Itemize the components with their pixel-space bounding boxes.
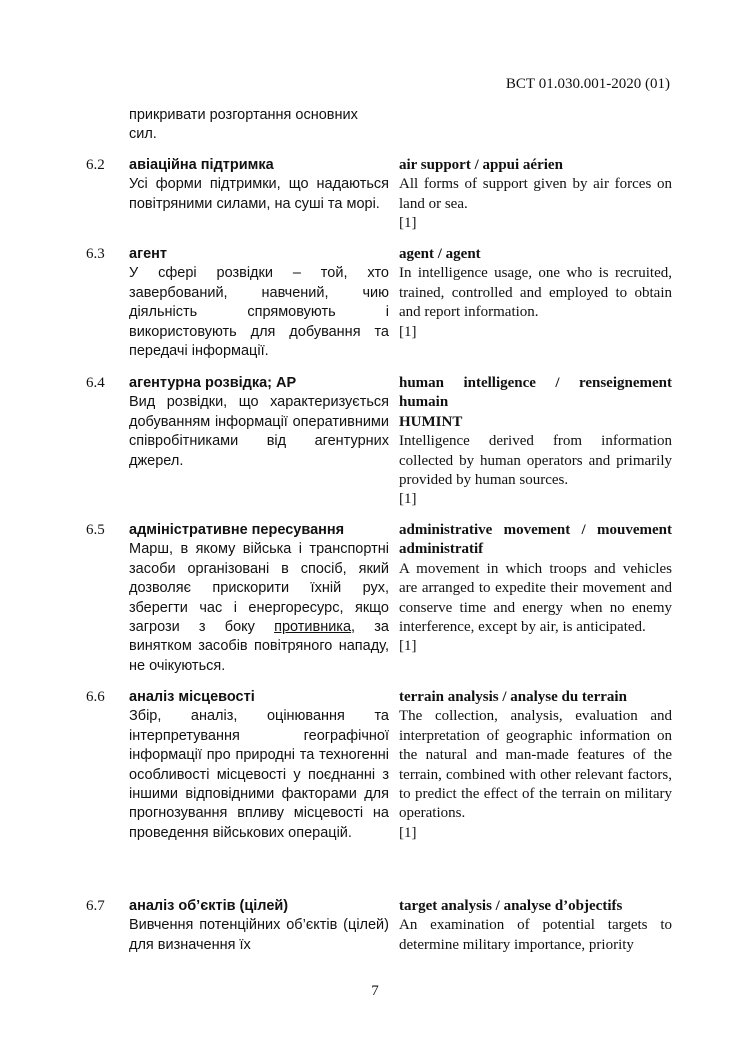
continued-line: сил. <box>129 126 157 143</box>
en-definition: In intelligence usage, one who is recruited, trained, controlled and employed to obtain and report information. <box>399 265 672 321</box>
en-column <box>399 156 672 234</box>
en-column <box>399 897 672 955</box>
ua-term: адміністративне пересування <box>129 522 345 538</box>
entry-number: 6.7 <box>86 898 105 914</box>
en-term: target analysis / analyse d’objectifs <box>399 898 623 914</box>
en-column <box>399 374 672 510</box>
ua-definition: Збір, аналіз, оцінювання та інтерпретування географічної інформації про природні та техногенні особливості місцевості у поєднанні з іншими відповідними факторами для прогнозування впливу місцевості на проведення військових операцій. <box>129 708 389 841</box>
ua-definition: Вид розвідки, що характеризується добуванням інформації оперативними співробітниками від агентурних джерел. <box>129 394 389 469</box>
reference: [1] <box>399 491 417 508</box>
en-term: human intelligence / renseignement humain <box>399 375 672 411</box>
continued-line: прикривати розгортання основних <box>129 107 358 123</box>
ua-definition-part: Марш, в якому війська і транспортні засоби організовані в спосіб, який дозволяє прискорити їхній рух, зберегти час і енергоресурс, якщо загрози з боку <box>129 541 389 636</box>
ua-definition: Вивчення потенційних об’єктів (цілей) для визначення їх <box>129 917 389 953</box>
ua-definition <box>129 540 389 676</box>
reference: [1] <box>399 215 417 232</box>
reference: [1] <box>399 638 417 655</box>
ua-term: авіаційна підтримка <box>129 157 274 173</box>
ua-column <box>129 688 389 843</box>
reference: [1] <box>399 824 417 841</box>
en-column <box>399 245 672 342</box>
en-definition: All forms of support given by air forces on land or sea. <box>399 176 672 212</box>
entry-number: 6.3 <box>86 246 105 262</box>
ua-definition: Усі форми підтримки, що надаються повітряними силами, на суші та морі. <box>129 176 389 212</box>
en-term: air support / appui aérien <box>399 157 563 173</box>
ua-column <box>129 245 389 361</box>
ua-column <box>129 374 389 471</box>
ua-definition-part: , за винятком засобів повітряного нападу, не очікуються. <box>129 619 389 674</box>
entry-number: 6.4 <box>86 375 105 391</box>
entry-number: 6.2 <box>86 157 105 173</box>
entry-number: 6.5 <box>86 522 105 538</box>
ua-term: агентурна розвідка; АР <box>129 375 297 391</box>
en-column <box>399 521 672 657</box>
en-definition: A movement in which troops and vehicles are arranged to expedite their movement and conserve time and energy when no enemy interference, except by air, is anticipated. <box>399 560 672 636</box>
ua-column <box>129 156 389 214</box>
page-number: 7 <box>371 983 379 999</box>
ua-term: аналіз місцевості <box>129 689 255 705</box>
en-term: terrain analysis / analyse du terrain <box>399 689 627 705</box>
entry-number: 6.6 <box>86 689 105 705</box>
ua-term: аналіз об’єктів (цілей) <box>129 898 289 914</box>
ua-column <box>129 897 389 955</box>
reference: [1] <box>399 323 417 340</box>
continued-definition <box>129 106 389 145</box>
en-definition: Intelligence derived from information collected by human operators and primarily provided by human sources. <box>399 433 672 489</box>
en-definition: The collection, analysis, evaluation and interpretation of geographic information on the natural and man-made features of the terrain, combined with other relevant factors, to predict the effect of the terrain on military operations. <box>399 708 672 822</box>
ua-definition-link[interactable]: противника <box>274 619 352 636</box>
ua-column <box>129 521 389 676</box>
document-code: ВСТ 01.030.001-2020 (01) <box>505 76 670 92</box>
en-definition: An examination of potential targets to determine military importance, priority <box>399 917 672 953</box>
en-term: administrative movement / mouvement administratif <box>399 522 672 558</box>
en-abbreviation: HUMINT <box>399 413 463 430</box>
en-column <box>399 688 672 843</box>
ua-definition: У сфері розвідки – той, хто завербований, навчений, чию діяльність спрямовують і використовують для добування та передачі інформації. <box>129 265 389 360</box>
ua-term: агент <box>129 246 168 262</box>
en-term: agent / agent <box>399 246 481 262</box>
